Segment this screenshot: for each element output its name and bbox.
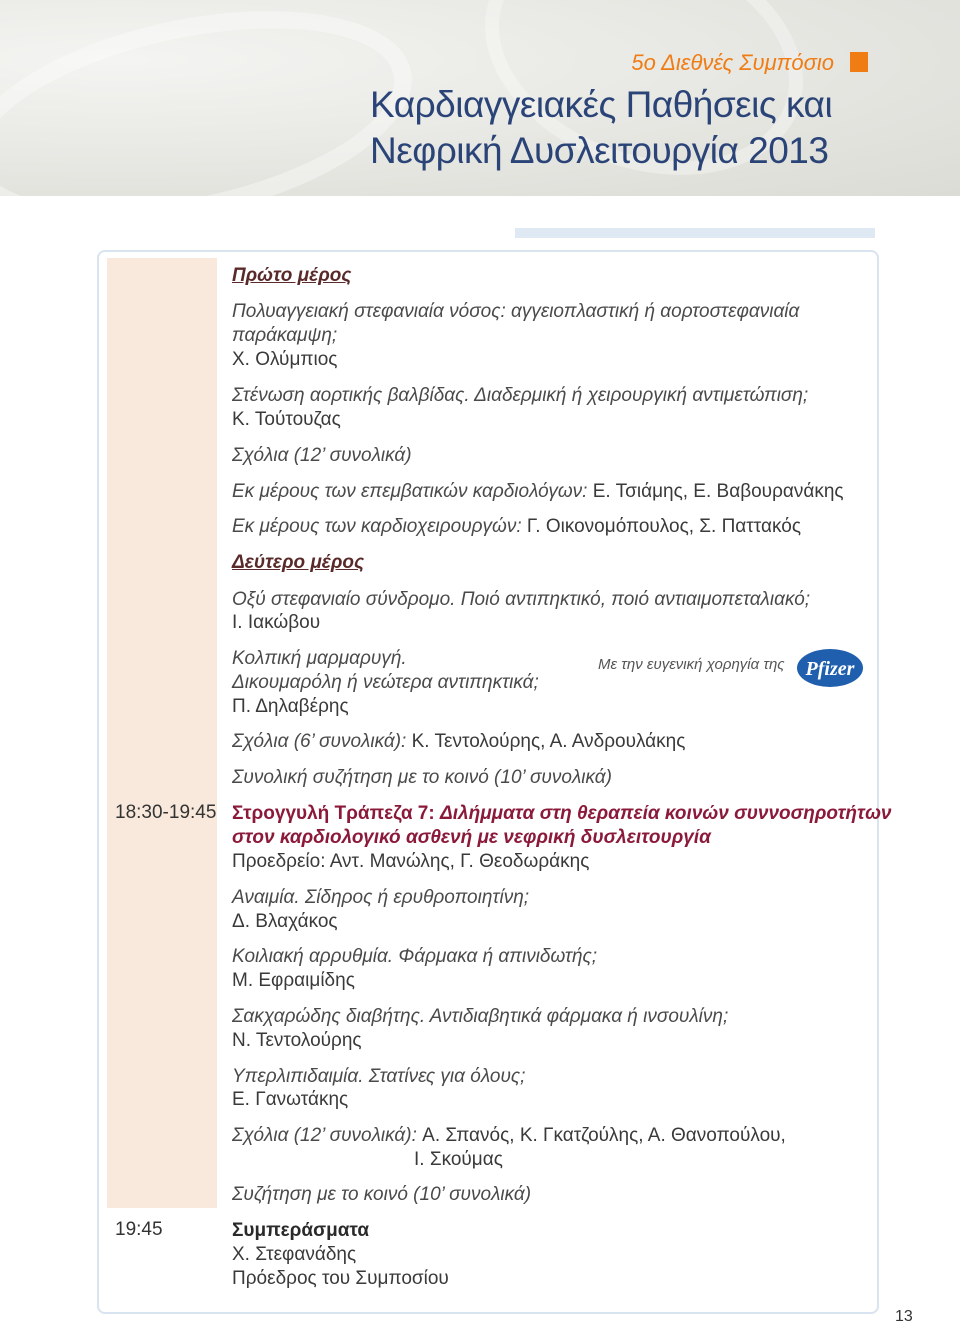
session-label: Στρογγυλή Τράπεζα 7: — [232, 803, 440, 824]
comment-names: Γ. Οικονομόπουλος, Σ. Παττακός — [526, 516, 802, 537]
comment-line — [232, 1124, 786, 1148]
talk-title: Πολυαγγειακή στεφανιαία νόσος: αγγειοπλαστική ή αορτοστεφανιαία — [232, 301, 800, 322]
sponsor-text: Με την ευγενική χορηγία της — [598, 656, 785, 673]
talk-speaker: Π. Δηλαβέρης — [232, 696, 349, 717]
talk-title: Κολπική μαρμαρυγή. — [232, 648, 407, 669]
pfizer-logo-text: Pfizer — [805, 658, 855, 680]
talk-title: Κοιλιακή αρρυθμία. Φάρμακα ή απινιδωτής; — [232, 946, 598, 967]
talk-title: Σακχαρώδης διαβήτης. Αντιδιαβητικά φάρμακα ή ινσουλίνη; — [232, 1006, 729, 1027]
title-line-1: Καρδιαγγειακές Παθήσεις και — [370, 84, 833, 125]
talk-speaker: Ε. Γανωτάκης — [232, 1089, 349, 1110]
discussion-label: Συνολική συζήτηση με το κοινό (10’ συνολικά) — [232, 767, 612, 788]
comment-prefix: Εκ μέρους των επεμβατικών καρδιολόγων: — [232, 481, 593, 502]
session-title-a: Διλήμματα στη θεραπεία κοινών συννοσηροτήτων — [439, 803, 892, 824]
comments-label: Σχόλια (12’ συνολικά) — [232, 445, 412, 466]
discussion-label: Συζήτηση με το κοινό (10’ συνολικά) — [232, 1184, 532, 1205]
page-title — [370, 82, 832, 174]
comment-line — [232, 730, 685, 754]
chairs-prefix: Προεδρείο: — [232, 851, 330, 872]
time-column — [107, 258, 217, 1208]
comment-line — [232, 480, 844, 504]
pfizer-logo — [796, 648, 864, 688]
session-time: 18:30-19:45 — [115, 802, 217, 823]
conclusion-role: Πρόεδρος του Συμποσίου — [232, 1268, 449, 1289]
talk-title: Οξύ στεφανιαίο σύνδρομο. Ποιό αντιπηκτικό, ποιό αντιαιμοπεταλιακό; — [232, 589, 811, 610]
session-title — [232, 802, 892, 826]
talk-speaker: Κ. Τούτουζας — [232, 409, 341, 430]
first-part-heading: Πρώτο μέρος — [232, 265, 352, 286]
talk-speaker: Μ. Εφραιμίδης — [232, 970, 355, 991]
session-title-b: στον καρδιολογικό ασθενή με νεφρική δυσλειτουργία — [232, 827, 711, 848]
comment-prefix: Εκ μέρους των καρδιοχειρουργών: — [232, 516, 527, 537]
conclusion-title: Συμπεράσματα — [232, 1220, 370, 1241]
conclusion-speaker: Χ. Στεφανάδης — [232, 1244, 357, 1265]
talk-speaker: Ν. Τεντολούρης — [232, 1030, 362, 1051]
chairs-line — [232, 850, 589, 874]
chairs-names: Αντ. Μανώλης, Γ. Θεοδωράκης — [329, 851, 590, 872]
decorative-bar — [515, 228, 875, 238]
comment-names: Α. Σπανός, Κ. Γκατζούλης, Α. Θανοπούλου, — [422, 1125, 786, 1146]
comment-line — [232, 515, 801, 539]
comment-prefix: Σχόλια (6’ συνολικά): — [232, 731, 412, 752]
comment-names-cont: Ι. Σκούμας — [414, 1149, 503, 1170]
talk-speaker: Δ. Βλαχάκος — [232, 911, 338, 932]
page-number: 13 — [895, 1308, 913, 1325]
comment-names: Ε. Τσιάμης, Ε. Βαβουρανάκης — [592, 481, 844, 502]
talk-speaker: Ι. Ιακώβου — [232, 612, 321, 633]
symposium-label: 5ο Διεθνές Συμπόσιο — [631, 50, 834, 75]
talk-title: Στένωση αορτικής βαλβίδας. Διαδερμική ή χειρουργική αντιμετώπιση; — [232, 385, 809, 406]
comment-names: Κ. Τεντολούρης, Α. Ανδρουλάκης — [411, 731, 686, 752]
conclusion-time: 19:45 — [115, 1219, 163, 1240]
talk-title: Υπερλιπιδαιμία. Στατίνες για όλους; — [232, 1066, 526, 1087]
talk-title: Αναιμία. Σίδηρος ή ερυθροποιητίνη; — [232, 887, 530, 908]
talk-speaker: Χ. Ολύμπιος — [232, 349, 338, 370]
comment-prefix: Σχόλια (12’ συνολικά): — [232, 1125, 423, 1146]
orange-square-marker — [850, 52, 868, 72]
second-part-heading: Δεύτερο μέρος — [232, 552, 365, 573]
talk-title: Δικουμαρόλη ή νεώτερα αντιπηκτικά; — [232, 672, 539, 693]
talk-title: παράκαμψη; — [232, 325, 338, 346]
title-line-2: Νεφρική Δυσλειτουργία 2013 — [370, 130, 829, 171]
